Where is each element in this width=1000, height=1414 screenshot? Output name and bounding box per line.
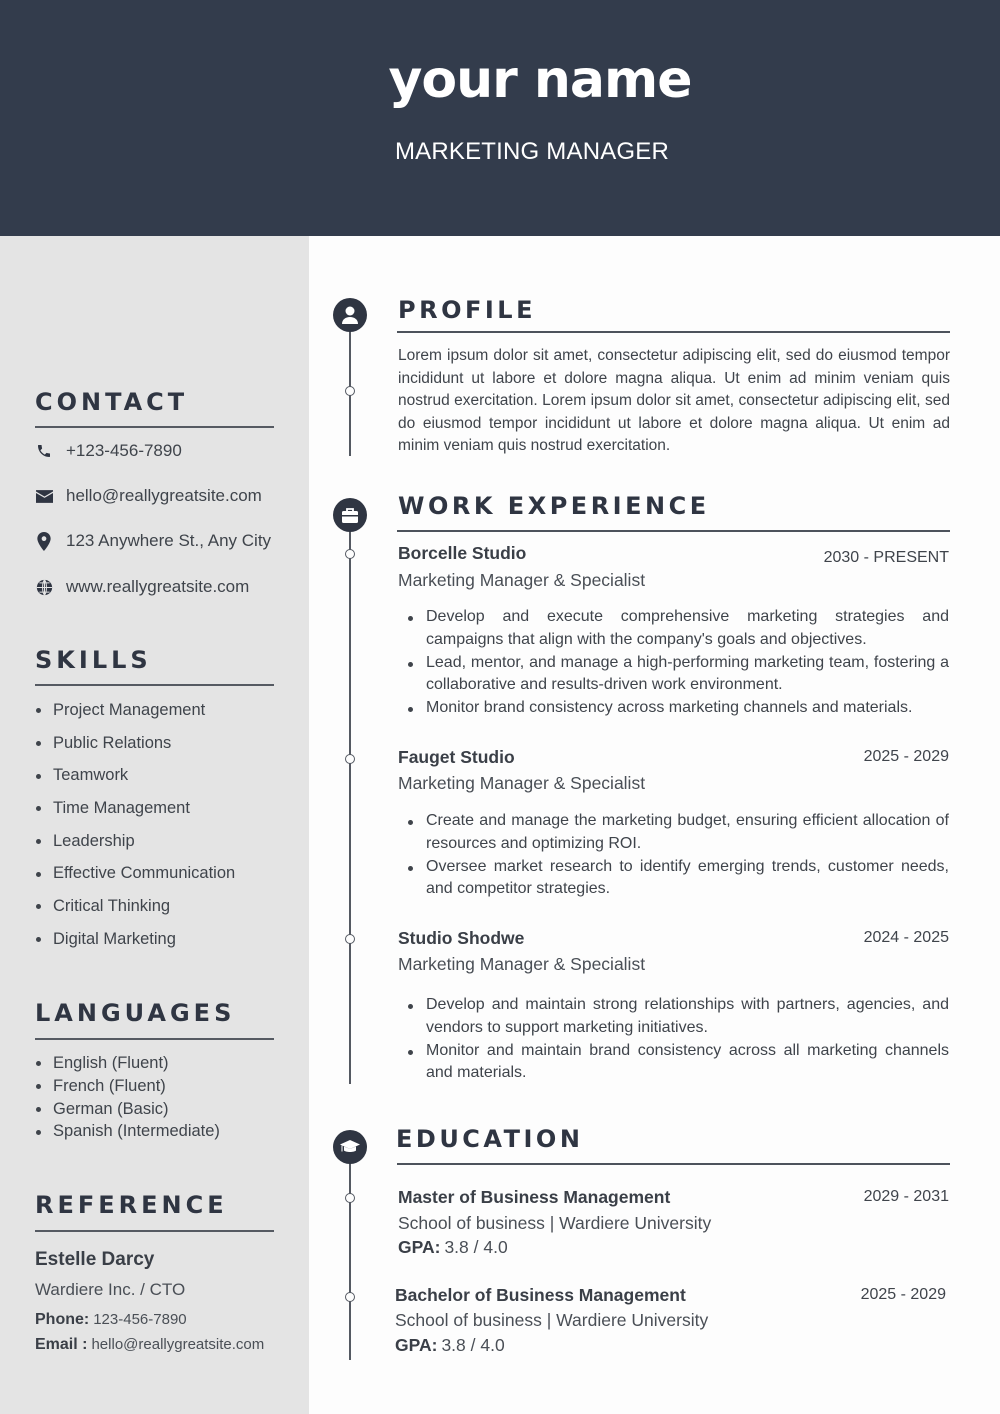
education-timeline-line — [349, 1150, 351, 1360]
job-timeline-dot — [345, 754, 355, 764]
education-gpa — [395, 1335, 505, 1356]
skills-divider — [35, 684, 274, 686]
language-item: Spanish (Intermediate) — [35, 1120, 220, 1143]
graduation-cap-icon — [339, 1139, 361, 1155]
location-pin-icon — [35, 532, 53, 550]
skill-item: Effective Communication — [35, 857, 235, 890]
education-timeline-dot — [345, 1193, 355, 1203]
job-company: Borcelle Studio — [398, 543, 527, 563]
job-bullets — [406, 606, 949, 720]
skill-item: Critical Thinking — [35, 890, 235, 923]
profile-text: Lorem ipsum dolor sit amet, consectetur adipiscing elit, sed do eiusmod tempor incididunt ut labore et dolore magna aliqua. Ut enim ad minim veniam quis nostrud exercitation. Lorem ipsum dolor sit amet, consectetur adipiscing elit, sed do eiusmod tempor incididunt ut labore et dolore magna aliqua. Ut enim ad minim veniam quis nostrud exercitation. — [398, 347, 950, 455]
contact-address-text: 123 Anywhere St., Any City — [66, 531, 272, 550]
profile-node — [333, 298, 367, 332]
skill-item: Public Relations — [35, 727, 235, 760]
phone-icon — [35, 442, 53, 460]
globe-icon — [35, 578, 53, 596]
education-node — [333, 1130, 367, 1164]
languages-divider — [35, 1038, 274, 1040]
education-gpa — [398, 1237, 508, 1258]
contact-heading: CONTACT — [35, 388, 189, 416]
reference-heading: REFERENCE — [35, 1191, 228, 1219]
job-bullet: Oversee market research to identify emerging trends, customer needs, and competitor strategies. — [406, 856, 949, 902]
job-bullet: Monitor brand consistency across marketing channels and materials. — [406, 697, 949, 720]
reference-phone-label: Phone: — [35, 1311, 90, 1328]
email-icon — [35, 487, 53, 505]
job-company: Fauget Studio — [398, 747, 515, 767]
work-timeline-line — [349, 520, 351, 1084]
skill-item: Digital Marketing — [35, 923, 235, 956]
job-dates: 2025 - 2029 — [863, 748, 949, 765]
languages-heading: LANGUAGES — [35, 999, 236, 1027]
education-gpa-value: 3.8 / 4.0 — [444, 1237, 508, 1257]
reference-name: Estelle Darcy — [35, 1249, 155, 1270]
job-role: Marketing Manager & Specialist — [398, 954, 646, 974]
education-degree: Master of Business Management — [398, 1187, 671, 1207]
profile-divider — [397, 331, 950, 333]
candidate-name: your name — [388, 50, 692, 110]
skills-heading: SKILLS — [35, 646, 152, 674]
skill-item: Teamwork — [35, 759, 235, 792]
candidate-role: MARKETING MANAGER — [394, 138, 670, 165]
work-node — [333, 498, 367, 532]
education-dates: 2029 - 2031 — [863, 1188, 949, 1205]
language-item: German (Basic) — [35, 1098, 220, 1121]
reference-email — [35, 1336, 264, 1354]
user-icon — [341, 305, 359, 325]
reference-divider — [35, 1230, 274, 1232]
skill-item: Time Management — [35, 792, 235, 825]
reference-company: Wardiere Inc. / CTO — [35, 1280, 186, 1299]
contact-divider — [35, 426, 274, 428]
resume-header — [0, 0, 1000, 236]
reference-phone-value: 123-456-7890 — [93, 1311, 187, 1328]
work-divider — [397, 530, 950, 532]
skill-item: Leadership — [35, 825, 235, 858]
contact-email-text: hello@reallygreatsite.com — [66, 486, 262, 505]
contact-phone-text: +123-456-7890 — [66, 441, 182, 460]
education-heading: EDUCATION — [396, 1125, 584, 1153]
job-bullets — [406, 994, 949, 1085]
language-item: French (Fluent) — [35, 1075, 220, 1098]
profile-heading: PROFILE — [398, 296, 536, 324]
contact-website-text: www.reallygreatsite.com — [66, 577, 250, 596]
language-item: English (Fluent) — [35, 1052, 220, 1075]
skill-item: Project Management — [35, 694, 235, 727]
job-dates: 2024 - 2025 — [863, 929, 949, 946]
education-school: School of business | Wardiere University — [395, 1310, 709, 1330]
education-gpa-label: GPA: — [398, 1237, 441, 1257]
education-gpa-value: 3.8 / 4.0 — [441, 1335, 505, 1355]
job-bullets — [406, 810, 949, 901]
job-bullet: Develop and execute comprehensive marketing strategies and campaigns that align with the company's goals and objectives. — [406, 606, 949, 652]
job-bullet: Lead, mentor, and manage a high-performing marketing team, fostering a collaborative and results-driven work environment. — [406, 652, 949, 698]
job-bullet: Develop and maintain strong relationships with partners, agencies, and vendors to support marketing initiatives. — [406, 994, 949, 1040]
education-school: School of business | Wardiere University — [398, 1213, 712, 1233]
skills-list — [35, 694, 235, 956]
education-divider — [397, 1163, 950, 1165]
education-gpa-label: GPA: — [395, 1335, 438, 1355]
reference-email-label: Email : — [35, 1336, 88, 1353]
job-timeline-dot — [345, 934, 355, 944]
briefcase-icon — [341, 507, 359, 524]
languages-list — [35, 1052, 220, 1143]
education-dates: 2025 - 2029 — [860, 1286, 946, 1303]
job-timeline-dot — [345, 549, 355, 559]
job-dates: 2030 - PRESENT — [823, 549, 949, 566]
work-heading: WORK EXPERIENCE — [398, 492, 710, 520]
reference-phone — [35, 1311, 187, 1329]
contact-phone — [35, 439, 182, 463]
contact-website[interactable] — [35, 575, 249, 599]
contact-email[interactable] — [35, 484, 262, 508]
education-degree: Bachelor of Business Management — [395, 1285, 686, 1305]
contact-address — [35, 529, 271, 553]
reference-email-value: hello@reallygreatsite.com — [91, 1336, 265, 1353]
job-bullet: Create and manage the marketing budget, ensuring efficient allocation of resources and optimizing ROI. — [406, 810, 949, 856]
profile-timeline-dot — [345, 386, 355, 396]
job-bullet: Monitor and maintain brand consistency across all marketing channels and materials. — [406, 1040, 949, 1086]
job-company: Studio Shodwe — [398, 928, 525, 948]
education-timeline-dot — [345, 1292, 355, 1302]
job-role: Marketing Manager & Specialist — [398, 570, 646, 590]
job-role: Marketing Manager & Specialist — [398, 773, 646, 793]
